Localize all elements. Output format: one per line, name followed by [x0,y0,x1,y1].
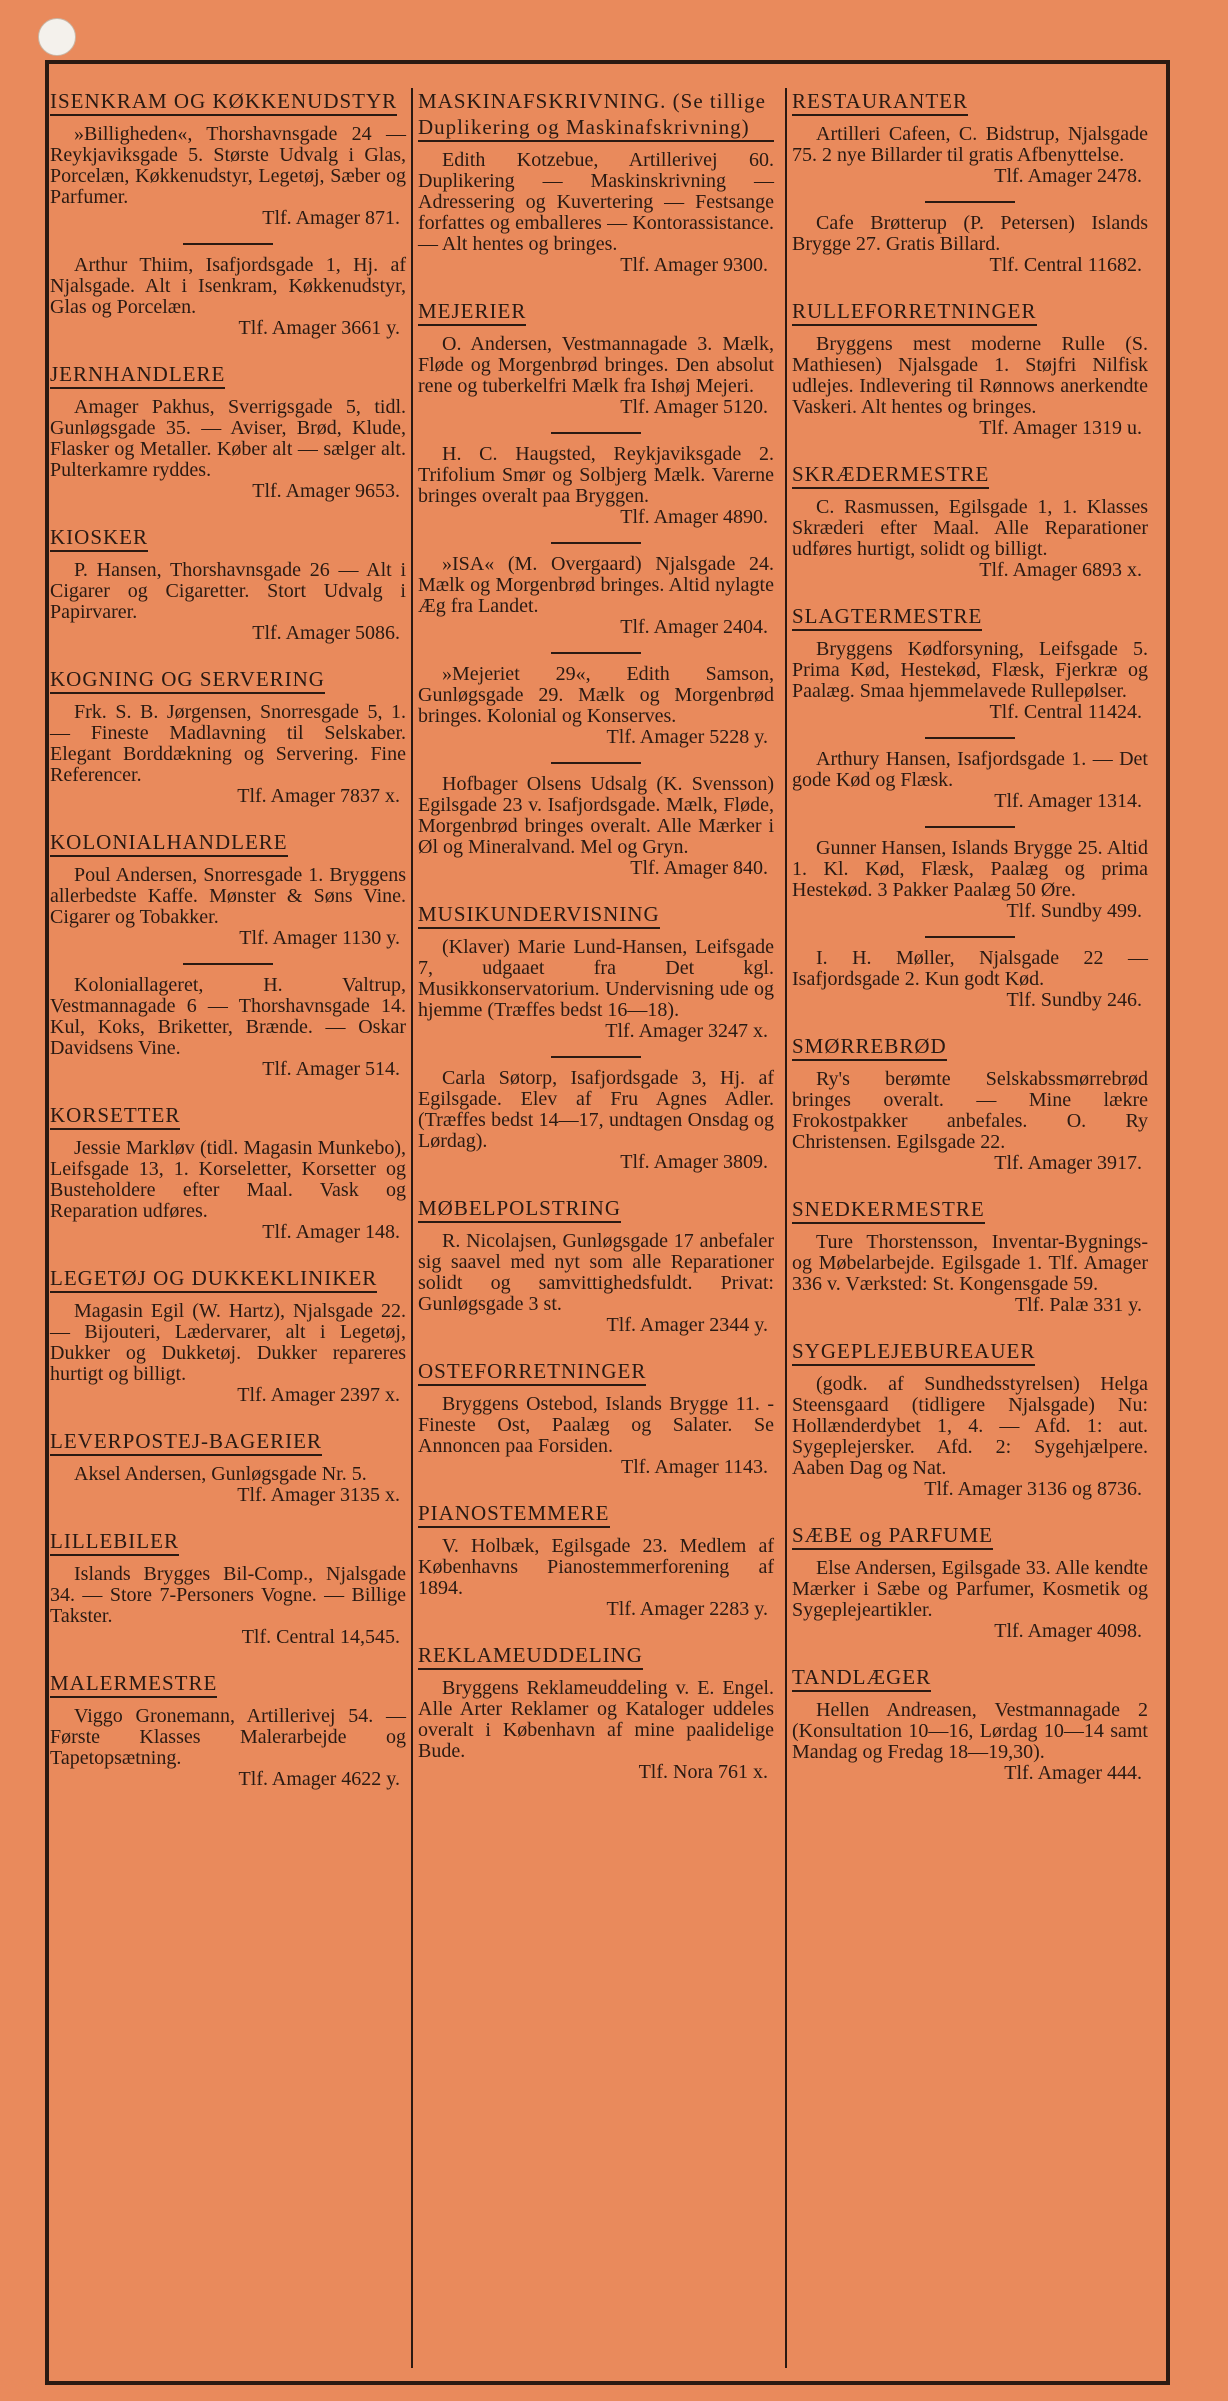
phone-number: Tlf. Central 14,545. [241,1626,400,1648]
column-2 [418,88,774,1805]
directory-section [418,1500,774,1620]
section-heading: SÆBE og PARFUME [792,1522,993,1550]
phone-number: Tlf. Amager 1130 y. [239,927,400,949]
section-heading: ISENKRAM OG KØKKENUDSTYR [50,88,397,116]
section-heading: SLAGTERMESTRE [792,603,982,631]
phone-number: Tlf. Amager 4098. [994,1620,1142,1642]
phone-number: Tlf. Central 11682. [989,254,1142,276]
entry-text: Ture Thorstensson, Inventar-Bygnings- og Møbelarbejde. Egilsgade 1. Tlf. Amager 336 v. Værksted: St. Kongensgade 59. [792,1231,1148,1295]
entry-text: Poul Andersen, Snorresgade 1. Bryggens allerbedste Kaffe. Mønster & Søns Vine. Cigarer og Tobakker. [50,864,406,928]
directory-section [792,1522,1148,1642]
directory-entry [418,1536,774,1620]
phone-number: Tlf. Amager 5086. [252,622,400,644]
entry-text: Bryggens Reklameuddeling v. E. Engel. Alle Arter Reklamer og Kataloger uddeles overalt i København af mine paalidelige Bude. [418,1677,774,1762]
column-1 [50,88,406,1812]
directory-section [50,666,406,807]
directory-entry [418,1394,774,1478]
section-heading: PIANOSTEMMERE [418,1500,610,1528]
directory-section [792,298,1148,439]
directory-section [50,1528,406,1648]
directory-entry [418,554,774,638]
phone-number: Tlf. Amager 2397 x. [237,1384,400,1406]
entry-separator [551,1056,641,1058]
entry-separator [925,936,1015,938]
section-heading: OSTEFORRETNINGER [418,1358,646,1386]
directory-entry [50,865,406,949]
phone-number: Tlf. Amager 3135 x. [237,1484,400,1506]
entry-text: C. Rasmussen, Egilsgade 1, 1. Klasses Skræderi efter Maal. Alle Reparationer udføres hurtigt, solidt og billigt. [792,496,1148,560]
section-heading: SMØRREBRØD [792,1033,947,1061]
entry-text: Viggo Gronemann, Artillerivej 54. — Første Klasses Malerarbejde og Tapetopsætning. [50,1705,406,1769]
section-heading: KOLONIALHANDLERE [50,829,288,857]
entry-text: Islands Brygges Bil-Comp., Njalsgade 34. — Store 7-Personers Vogne. — Billige Takster. [50,1563,406,1627]
entry-text: R. Nicolajsen, Gunløgsgade 17 anbefaler sig saavel med nyt som alle Reparationer solidt og samvittighedsfuldt. Privat: Gunløgsgade 3 st. [418,1230,774,1315]
directory-section [50,1670,406,1790]
entry-text: Jessie Markløv (tidl. Magasin Munkebo), Leifsgade 13, 1. Korseletter, Korsetter og Busteholdere efter Maal. Vask og Reparation udføres. [50,1137,406,1222]
phone-number: Tlf. Amager 3247 x. [605,1020,768,1042]
directory-section [792,1664,1148,1784]
entry-text: (Klaver) Marie Lund-Hansen, Leifsgade 7, udgaaet fra Det kgl. Musikkonservatorium. Undervisning ude og hjemme (Træffes bedst 16—18). [418,936,774,1021]
entry-separator [925,201,1015,203]
entry-separator [183,963,273,965]
directory-entry [418,664,774,748]
directory-entry [50,1138,406,1243]
phone-number: Tlf. Amager 148. [262,1221,400,1243]
entry-text: »ISA« (M. Overgaard) Njalsgade 24. Mælk og Morgenbrød bringes. Altid nylagte Æg fra Landet. [418,553,774,617]
directory-entry [792,334,1148,439]
directory-entry [50,702,406,807]
entry-separator [551,762,641,764]
section-heading: MEJERIER [418,298,526,326]
directory-section [792,1338,1148,1500]
phone-number: Tlf. Amager 2283 y. [606,1598,768,1620]
punch-hole [38,18,76,56]
phone-number: Tlf. Amager 4890. [620,506,768,528]
directory-entry [50,124,406,229]
entry-separator [551,432,641,434]
section-heading: MØBELPOLSTRING [418,1195,621,1223]
directory-entry [50,560,406,644]
phone-number: Tlf. Amager 2478. [994,165,1142,187]
directory-entry [418,444,774,528]
directory-section [50,361,406,502]
entry-text: »Billigheden«, Thorshavnsgade 24 — Reykjaviksgade 5. Største Udvalg i Glas, Porcelæn, Køkkenudstyr, Legetøj, Sæber og Parfumer. [50,123,406,208]
phone-number: Tlf. Amager 5228 y. [606,726,768,748]
directory-entry [792,1700,1148,1784]
directory-entry [418,1068,774,1173]
directory-entry [792,213,1148,276]
directory-entry [792,497,1148,581]
section-heading: KOGNING OG SERVERING [50,666,325,694]
phone-number: Tlf. Nora 761 x. [638,1761,768,1783]
phone-number: Tlf. Amager 3136 og 8736. [924,1478,1142,1500]
phone-number: Tlf. Amager 3661 y. [238,317,400,339]
directory-entry [418,150,774,276]
directory-entry [792,948,1148,1011]
directory-entry [50,1706,406,1790]
section-heading: MUSIKUNDERVISNING [418,901,660,929]
entry-text: Amager Pakhus, Sverrigsgade 5, tidl. Gunløgsgade 35. — Aviser, Brød, Klude, Flasker og Metaller. Køber alt — sælger alt. Pulterkamre ryddes. [50,396,406,481]
directory-section [792,88,1148,276]
section-heading: MASKINAFSKRIVNING. (Se tillige Duplikering og Maskinafskrivning) [418,88,774,142]
directory-section [418,88,774,276]
directory-section [50,1428,406,1506]
directory-entry [792,1232,1148,1316]
phone-number: Tlf. Sundby 499. [1006,900,1142,922]
directory-section [418,298,774,879]
entry-text: H. C. Haugsted, Reykjaviksgade 2. Trifolium Smør og Solbjerg Mælk. Varerne bringes overalt paa Bryggen. [418,443,774,507]
directory-section [792,461,1148,581]
directory-entry [418,1231,774,1336]
directory-section [50,1102,406,1243]
phone-number: Tlf. Amager 9653. [252,480,400,502]
phone-number: Tlf. Amager 1143. [620,1456,768,1478]
phone-number: Tlf. Amager 3809. [620,1151,768,1173]
phone-number: Tlf. Amager 7837 x. [237,785,400,807]
section-heading: SKRÆDERMESTRE [792,461,989,489]
section-heading: RULLEFORRETNINGER [792,298,1037,326]
phone-number: Tlf. Amager 1314. [994,790,1142,812]
phone-number: Tlf. Amager 1319 u. [979,417,1142,439]
phone-number: Tlf. Amager 6893 x. [979,559,1142,581]
section-heading: KORSETTER [50,1102,180,1130]
phone-number: Tlf. Amager 2404. [620,616,768,638]
directory-section [418,901,774,1173]
directory-entry [792,838,1148,922]
entry-text: Artilleri Cafeen, C. Bidstrup, Njalsgade 75. 2 nye Billarder til gratis Afbenyttelse. [792,123,1148,166]
entry-text: Koloniallageret, H. Valtrup, Vestmannagade 6 — Thorshavnsgade 14. Kul, Koks, Briketter, Brænde. — Oskar Davidsens Vine. [50,974,406,1059]
directory-section [418,1195,774,1336]
section-heading: KIOSKER [50,524,148,552]
entry-text: (godk. af Sundhedsstyrelsen) Helga Steensgaard (tidligere Njalsgade) Nu: Hollænderdybet 1, 4. — Afd. 1: aut. Sygeplejersker. Afd. 2: Sygehjælpere. Aaben Dag og Nat. [792,1373,1148,1479]
entry-text: Else Andersen, Egilsgade 33. Alle kendte Mærker i Sæbe og Parfumer, Kosmetik og Sygeplejeartikler. [792,1557,1148,1621]
directory-entry [418,1678,774,1783]
section-heading: SYGEPLEJEBUREAUER [792,1338,1035,1366]
phone-number: Tlf. Amager 840. [630,857,768,879]
entry-text: Cafe Brøtterup (P. Petersen) Islands Brygge 27. Gratis Billard. [792,212,1148,255]
entry-text: Aksel Andersen, Gunløgsgade Nr. 5. [74,1463,367,1485]
entry-text: Bryggens Ostebod, Islands Brygge 11. - Fineste Ost, Paalæg og Salater. Se Annoncen paa Forsiden. [418,1393,774,1457]
entry-text: Frk. S. B. Jørgensen, Snorresgade 5, 1. — Fineste Madlavning til Selskaber. Elegant Borddækning og Servering. Fine Referencer. [50,701,406,786]
entry-separator [925,826,1015,828]
phone-number: Tlf. Central 11424. [989,701,1142,723]
section-heading: JERNHANDLERE [50,361,225,389]
phone-number: Tlf. Amager 871. [262,207,400,229]
directory-entry [50,1301,406,1406]
phone-number: Tlf. Amager 4622 y. [238,1768,400,1790]
directory-entry [792,749,1148,812]
entry-text: Hofbager Olsens Udsalg (K. Svensson) Egilsgade 23 v. Isafjordsgade. Mælk, Fløde, Morgenbrød bringes overalt. Alle Mærker i Øl og Mineralvand. Mel og Gryn. [418,773,774,858]
section-heading: RESTAURANTER [792,88,968,116]
column-divider [785,88,787,2368]
entry-text: Edith Kotzebue, Artillerivej 60. Duplikering — Maskinskrivning — Adressering og Kuvertering — Festsange forfattes og emballeres — Kontorassistance. — Alt hentes og bringes. [418,149,774,255]
section-heading: REKLAMEUDDELING [418,1642,643,1670]
section-heading: SNEDKERMESTRE [792,1196,985,1224]
entry-text: Hellen Andreasen, Vestmannagade 2 (Konsultation 10—16, Lørdag 10—14 samt Mandag og Fredag 18—19,30). [792,1699,1148,1763]
entry-separator [925,737,1015,739]
section-heading: LEGETØJ OG DUKKEKLINIKER [50,1265,377,1293]
entry-separator [183,243,273,245]
directory-entry [50,1464,406,1506]
phone-number: Tlf. Amager 3917. [994,1152,1142,1174]
entry-text: »Mejeriet 29«, Edith Samson, Gunløgsgade 29. Mælk og Morgenbrød bringes. Kolonial og Konserves. [418,663,774,727]
entry-text: Arthur Thiim, Isafjordsgade 1, Hj. af Njalsgade. Alt i Isenkram, Køkkenudstyr, Glas og Porcelæn. [50,254,406,318]
phone-number: Tlf. Amager 444. [1004,1762,1142,1784]
directory-entry [792,1558,1148,1642]
entry-separator [551,652,641,654]
directory-section [792,1196,1148,1316]
entry-text: V. Holbæk, Egilsgade 23. Medlem af Københavns Pianostemmerforening af 1894. [418,1535,774,1599]
section-heading: LILLEBILER [50,1528,179,1556]
directory-entry [50,397,406,502]
directory-entry [792,639,1148,723]
column-divider [411,88,413,2368]
directory-entry [418,937,774,1042]
directory-entry [792,124,1148,187]
directory-entry [50,975,406,1080]
entry-text: Magasin Egil (W. Hartz), Njalsgade 22. — Bijouteri, Lædervarer, alt i Legetøj, Dukker og Dukketøj. Dukker repareres hurtigt og billigt. [50,1300,406,1385]
entry-text: Ry's berømte Selskabssmørrebrød bringes overalt. — Mine lækre Frokostpakker anbefales. O. Ry Christensen. Egilsgade 22. [792,1068,1148,1153]
directory-section [50,1265,406,1406]
directory-entry [418,334,774,418]
column-3 [792,88,1148,1806]
phone-number: Tlf. Amager 5120. [620,396,768,418]
directory-entry [792,1069,1148,1174]
directory-entry [418,774,774,879]
entry-text: Bryggens mest moderne Rulle (S. Mathiesen) Njalsgade 1. Støjfri Nilfisk udlejes. Indlevering til Rønnows anerkendte Vaskeri. Alt hentes og bringes. [792,333,1148,418]
directory-section [418,1358,774,1478]
phone-number: Tlf. Amager 9300. [620,254,768,276]
phone-number: Tlf. Palæ 331 y. [1014,1294,1142,1316]
section-heading: TANDLÆGER [792,1664,931,1692]
directory-entry [792,1374,1148,1500]
phone-number: Tlf. Amager 2344 y. [606,1314,768,1336]
directory-section [418,1642,774,1783]
directory-section [50,829,406,1080]
entry-text: O. Andersen, Vestmannagade 3. Mælk, Fløde og Morgenbrød bringes. Den absolut rene og tuberkelfri Mælk fra Ishøj Mejeri. [418,333,774,397]
phone-number: Tlf. Sundby 246. [1006,989,1142,1011]
entry-text: Arthury Hansen, Isafjordsgade 1. — Det gode Kød og Flæsk. [792,748,1148,791]
directory-entry [50,255,406,339]
directory-section [792,603,1148,1011]
phone-number: Tlf. Amager 514. [262,1058,400,1080]
directory-section [792,1033,1148,1174]
directory-section [50,524,406,644]
entry-text: Gunner Hansen, Islands Brygge 25. Altid 1. Kl. Kød, Flæsk, Paalæg og prima Hestekød. 3 Pakker Paalæg 50 Øre. [792,837,1148,901]
entry-text: P. Hansen, Thorshavnsgade 26 — Alt i Cigarer og Cigaretter. Stort Udvalg i Papirvarer. [50,559,406,623]
entry-separator [551,542,641,544]
entry-text: I. H. Møller, Njalsgade 22 — Isafjordsgade 2. Kun godt Kød. [792,947,1148,990]
section-heading: MALERMESTRE [50,1670,217,1698]
directory-section [50,88,406,339]
section-heading: LEVERPOSTEJ-BAGERIER [50,1428,322,1456]
directory-entry [50,1564,406,1648]
entry-text: Bryggens Kødforsyning, Leifsgade 5. Prima Kød, Hestekød, Flæsk, Fjerkræ og Paalæg. Smaa hjemmelavede Rullepølser. [792,638,1148,702]
entry-text: Carla Søtorp, Isafjordsgade 3, Hj. af Egilsgade. Elev af Fru Agnes Adler. (Træffes bedst 14—17, undtagen Onsdag og Lørdag). [418,1067,774,1152]
